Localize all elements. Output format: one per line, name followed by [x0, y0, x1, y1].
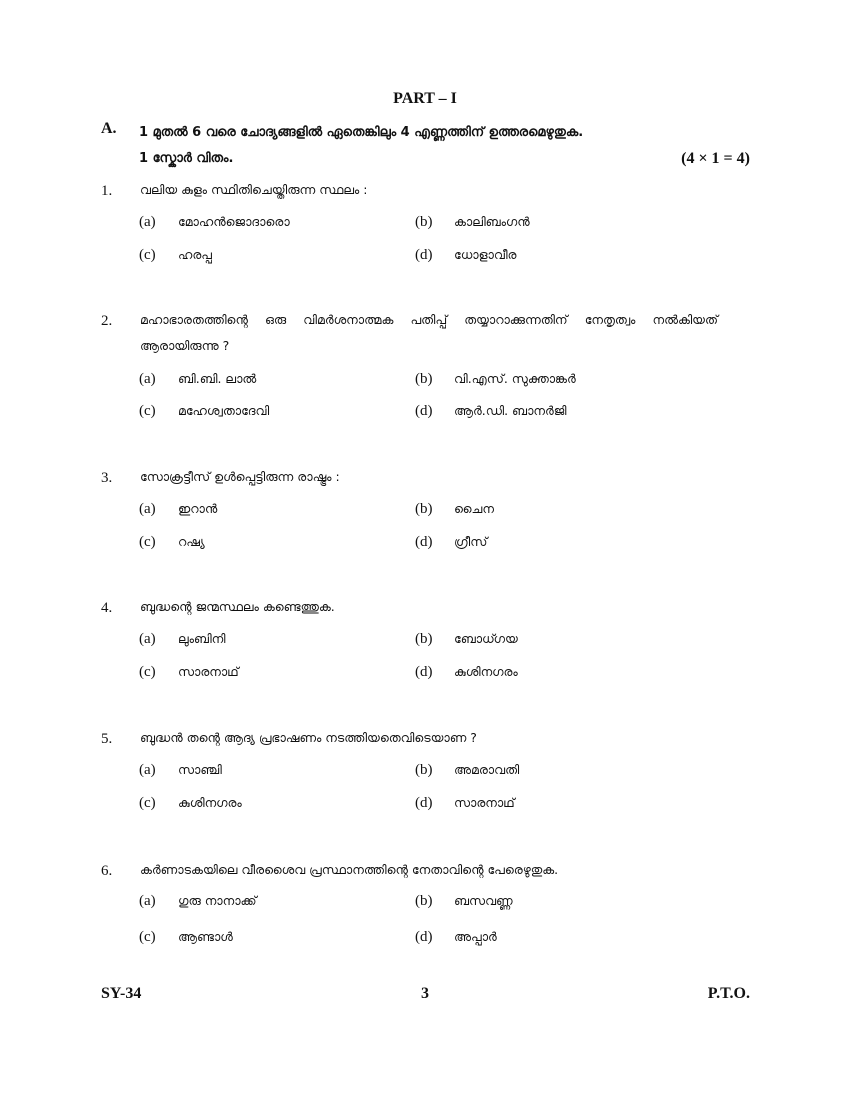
- option-letter: (a): [139, 631, 156, 647]
- option-text: ചൈന: [454, 501, 494, 516]
- option-letter: (a): [139, 893, 156, 909]
- instruction-line: 1 മുതൽ 6 വരെ ചോദ്യങ്ങളിൽ ഏതെങ്കിലും 4 എണ്ണത്തിന് ഉത്തരമെഴുതുക.: [139, 125, 584, 140]
- page-number: 3: [421, 985, 429, 1002]
- question-number: 3.: [101, 470, 113, 486]
- option-text: മോഹൻജൊദാരൊ: [178, 214, 290, 229]
- option-letter: (b): [415, 762, 433, 778]
- option-letter: (b): [415, 371, 433, 387]
- question-text: മഹാഭാരതത്തിന്റെ ഒരു വിമർശനാത്മക പതിപ്പ് തയ്യാറാക്കുന്നതിന് നേതൃത്വം നൽകിയത് ആരായിരുന്നു ?: [140, 312, 718, 353]
- option-text: ഹരപ്പ: [178, 247, 212, 262]
- question-text: ബുദ്ധൻ തന്റെ ആദ്യ പ്രഭാഷണം നടത്തിയതെവിടെയാണ ?: [140, 730, 477, 745]
- question-number: 6.: [101, 863, 113, 879]
- question-text: വലിയ കുളം സ്ഥിതിചെയ്തിരുന്ന സ്ഥലം :: [140, 182, 368, 197]
- option-text: ആണ്ടാൾ: [178, 929, 233, 944]
- paper-code: SY-34: [101, 985, 142, 1002]
- option-letter: (d): [415, 534, 433, 550]
- option-letter: (c): [139, 534, 156, 550]
- question-number: 1.: [101, 183, 113, 199]
- option-text: വി.എസ്. സുക്താങ്കർ: [454, 371, 576, 386]
- option-text: ബസവണ്ണ: [454, 893, 513, 908]
- option-text: കുശിനഗരം: [178, 795, 242, 810]
- option-text: മഹേശ്വതാദേവി: [178, 403, 270, 418]
- question-number: 4.: [101, 600, 113, 616]
- option-text: ബോധ്ഗയ: [454, 631, 518, 646]
- option-letter: (c): [139, 403, 156, 419]
- option-text: ഗ്രീസ്: [454, 534, 488, 549]
- option-text: റഷ്യ: [178, 534, 205, 549]
- question-text: ബുദ്ധന്റെ ജന്മസ്ഥലം കണ്ടെത്തുക.: [140, 599, 335, 614]
- option-text: കുശിനഗരം: [454, 664, 518, 679]
- option-letter: (b): [415, 631, 433, 647]
- part-title: PART – I: [393, 90, 457, 107]
- question-number: 2.: [101, 313, 113, 329]
- section-instructions: [139, 120, 750, 172]
- option-text: ഇറാൻ: [178, 501, 218, 516]
- option-letter: (b): [415, 501, 433, 517]
- option-letter: (d): [415, 664, 433, 680]
- option-letter: (c): [139, 929, 156, 945]
- option-letter: (d): [415, 929, 433, 945]
- option-text: സാരനാഥ്: [178, 664, 239, 679]
- option-letter: (d): [415, 403, 433, 419]
- option-letter: (b): [415, 893, 433, 909]
- option-text: ആർ.ഡി. ബാനർജി: [454, 403, 567, 418]
- section-label: A.: [101, 120, 117, 137]
- question-text: സോക്രട്ടീസ് ഉൾപ്പെട്ടിരുന്ന രാഷ്ട്രം :: [140, 469, 340, 484]
- option-text: സാഞ്ചി: [178, 762, 222, 777]
- instruction-line-2: [139, 146, 750, 172]
- option-letter: (a): [139, 371, 156, 387]
- option-text: അപ്പാർ: [454, 929, 497, 944]
- question-text: കർണാടകയിലെ വീരശൈവ പ്രസ്ഥാനത്തിന്റെ നേതാവിന്റെ പേരെഴുതുക.: [140, 862, 559, 877]
- marks-allocation: (4 × 1 = 4): [681, 150, 750, 167]
- option-text: ധോളാവീര: [454, 247, 517, 262]
- option-text: ലുംബിനി: [178, 631, 226, 646]
- option-text: സാരനാഥ്: [454, 795, 515, 810]
- option-text: അമരാവതി: [454, 762, 520, 777]
- option-letter: (c): [139, 795, 156, 811]
- option-letter: (d): [415, 247, 433, 263]
- option-letter: (c): [139, 247, 156, 263]
- option-letter: (a): [139, 214, 156, 230]
- question-number: 5.: [101, 731, 113, 747]
- option-text: ഗുരു നാനാക്ക്: [178, 893, 257, 908]
- option-letter: (a): [139, 762, 156, 778]
- please-turn-over: P.T.O.: [707, 985, 750, 1002]
- option-letter: (a): [139, 501, 156, 517]
- score-note: 1 സ്കോർ വിതം.: [139, 151, 234, 166]
- option-text: ബി.ബി. ലാൽ: [178, 371, 257, 386]
- option-letter: (d): [415, 795, 433, 811]
- option-letter: (c): [139, 664, 156, 680]
- option-text: കാലിബംഗൻ: [454, 214, 530, 229]
- option-letter: (b): [415, 214, 433, 230]
